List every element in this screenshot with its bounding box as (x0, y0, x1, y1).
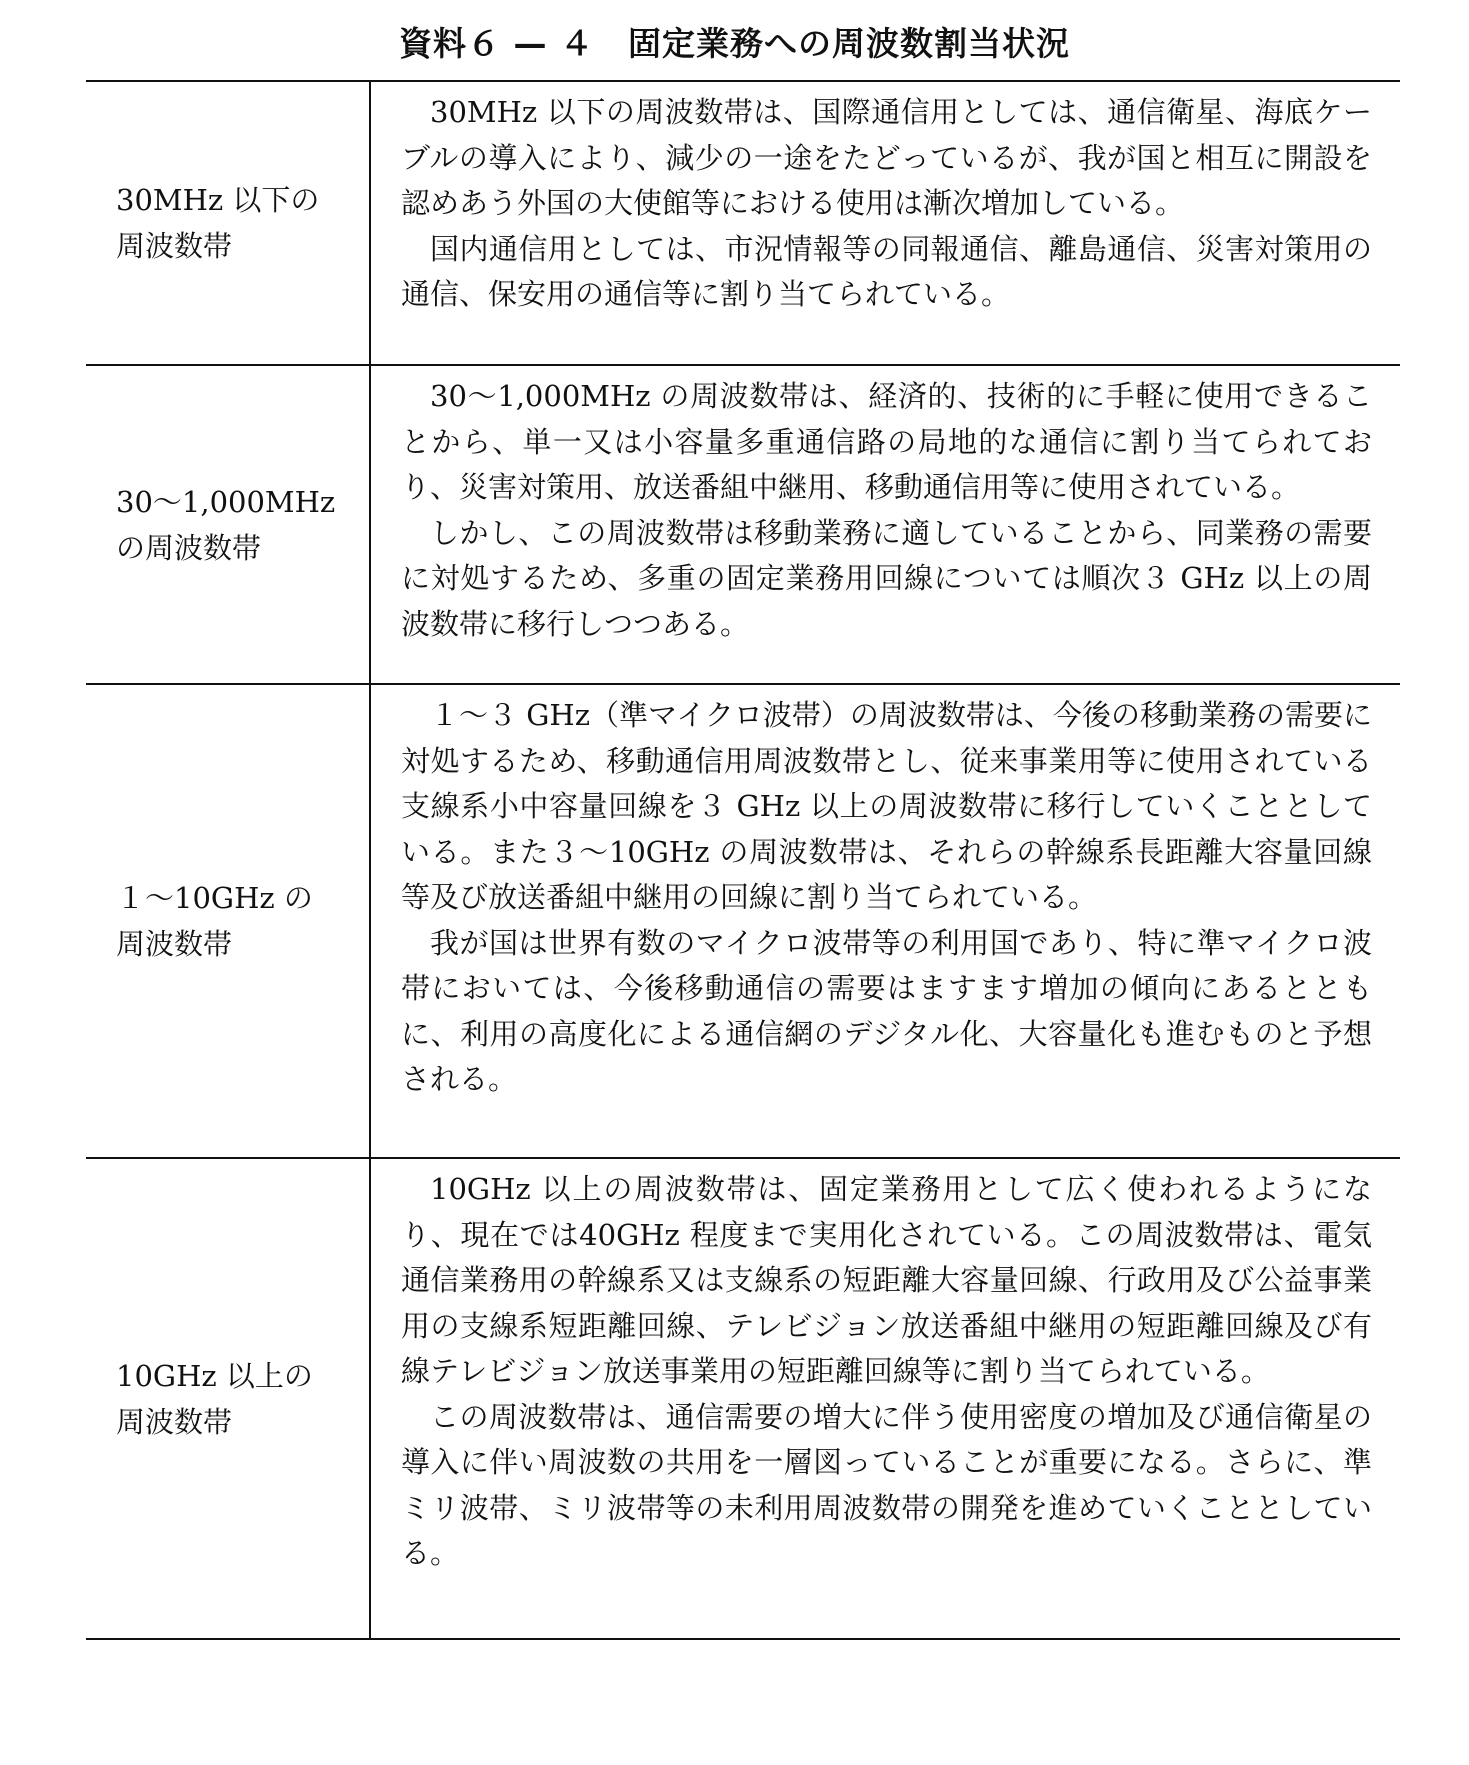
description-paragraph: 30～1,000MHz の周波数帯は、経済的、技術的に手軽に使用できることから、単一又は小容量多重通信路の局地的な通信に割り当てられており、災害対策用、放送番組中継用、移動通信用等に使用されている。 (401, 379, 1372, 504)
table-row (86, 82, 1400, 366)
band-label: １～10GHz の 周波数帯 (116, 881, 313, 961)
description-paragraph: しかし、この周波数帯は移動業務に適していることから、同業務の需要に対処するため、多重の固定業務用回線については順次３ GHz 以上の周波数帯に移行しつつある。 (401, 515, 1372, 641)
band-label: 30MHz 以下の 周波数帯 (116, 183, 320, 263)
band-label: 30～1,000MHz の周波数帯 (116, 484, 336, 565)
description-paragraph: 国内通信用としては、市況情報等の同報通信、離島通信、災害対策用の通信、保安用の通信等に割り当てられている。 (401, 231, 1372, 311)
description-cell (371, 1159, 1400, 1638)
table-row (86, 366, 1400, 685)
description-cell (371, 685, 1400, 1157)
frequency-allocation-table (86, 80, 1400, 1640)
table-row (86, 685, 1400, 1159)
description-cell (371, 82, 1400, 364)
description-paragraph: この周波数帯は、通信需要の増大に伴う使用密度の増加及び通信衛星の導入に伴い周波数の共用を一層図っていることが重要になる。さらに、準ミリ波帯、ミリ波帯等の未利用周波数帯の開発を進めていくこととしている。 (401, 1399, 1372, 1570)
table-row (86, 1159, 1400, 1638)
description-paragraph: 30MHz 以下の周波数帯は、国際通信用としては、通信衛星、海底ケーブルの導入により、減少の一途をたどっているが、我が国と相互に開設を認めあう外国の大使館等における使用は漸次増加している。 (401, 95, 1372, 220)
description-paragraph: １～３ GHz（準マイクロ波帯）の周波数帯は、今後の移動業務の需要に対処するため、移動通信用周波数帯とし、従来事業用等に使用されている支線系小中容量回線を３ GHz 以上の周波数帯に移行していくこととしている。また３～10GHz の周波数帯は、それらの幹線系長距離大容量回線等及び放送番組中継用の回線に割り当てられている。 (401, 698, 1372, 914)
band-cell (86, 685, 371, 1157)
description-paragraph: 我が国は世界有数のマイクロ波帯等の利用国であり、特に準マイクロ波帯においては、今後移動通信の需要はますます増加の傾向にあるとともに、利用の高度化による通信網のデジタル化、大容量化も進むものと予想される。 (401, 925, 1372, 1096)
band-cell (86, 82, 371, 364)
band-cell (86, 366, 371, 683)
description-cell (371, 366, 1400, 683)
description-paragraph: 10GHz 以上の周波数帯は、固定業務用として広く使われるようになり、現在では40GHz 程度まで実用化されている。この周波数帯は、電気通信業務用の幹線系又は支線系の短距離大容量回線、行政用及び公益事業用の支線系短距離回線、テレビジョン放送番組中継用の短距離回線及び有線テレビジョン放送事業用の短距離回線等に割り当てられている。 (401, 1172, 1372, 1388)
band-cell (86, 1159, 371, 1638)
document-title: 資料６ — ４ 固定業務への周波数割当状況 (399, 24, 1070, 63)
band-label: 10GHz 以上の 周波数帯 (116, 1358, 313, 1439)
